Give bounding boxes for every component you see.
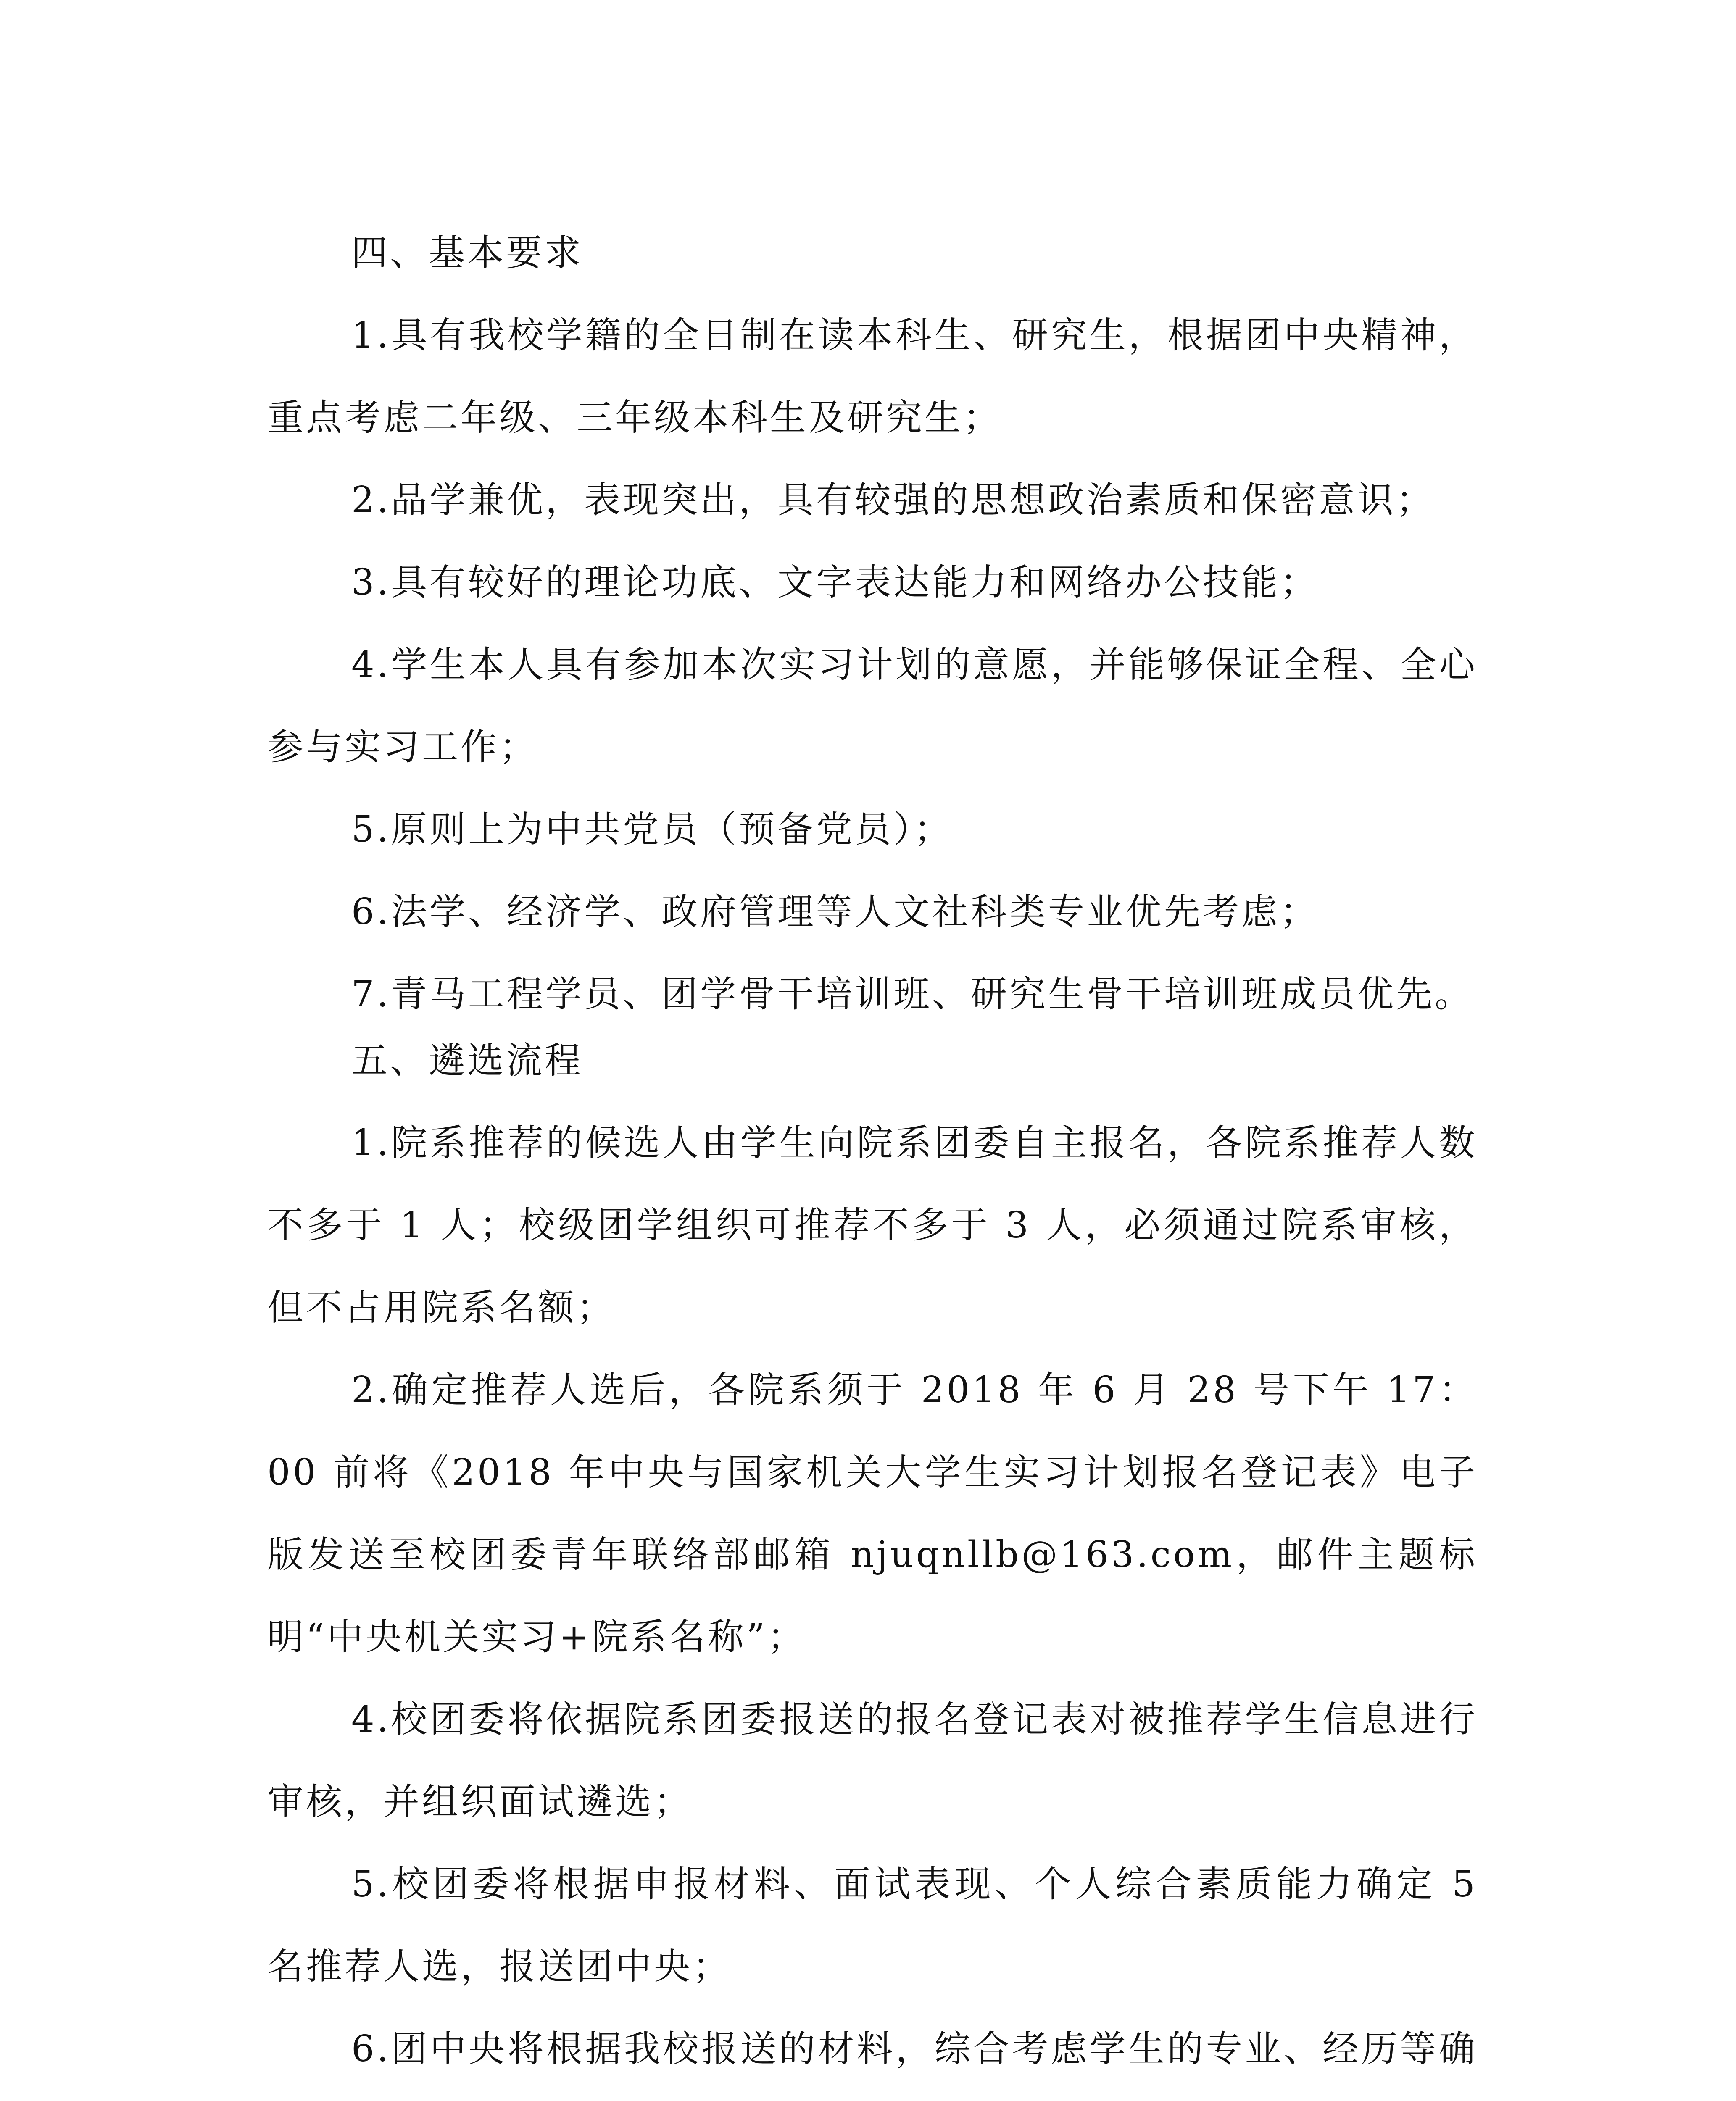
process-item: 6.团中央将根据我校报送的材料，综合考虑学生的专业、经历等确: [351, 2028, 1478, 2070]
requirement-item: 6.法学、经济学、政府管理等人文社科类专业优先考虑；: [351, 891, 1319, 933]
section-basic-requirements: [267, 212, 1478, 1035]
requirement-item: 4.学生本人具有参加本次实习计划的意愿，并能够保证全程、全心参与实习工作；: [267, 644, 1478, 768]
process-item: 2.确定推荐人选后，各院系须于 2018 年 6 月 28 号下午 17：00 前将《2018 年中央与国家机关大学生实习计划报名登记表》电子版发送至校团委青年联络部邮箱 njuqnllb@163.com，邮件主题标明“中央机关实习+院系名称”；: [267, 1369, 1478, 1658]
requirement-item: 1.具有我校学籍的全日制在读本科生、研究生，根据团中央精神，重点考虑二年级、三年级本科生及研究生；: [267, 314, 1478, 439]
requirement-item: 7.青马工程学员、团学骨干培训班、研究生骨干培训班成员优先。: [351, 973, 1474, 1015]
process-item: 4.校团委将依据院系团委报送的报名登记表对被推荐学生信息进行审核，并组织面试遴选；: [267, 1698, 1478, 1823]
process-item: 1.院系推荐的候选人由学生向院系团委自主报名，各院系推荐人数不多于 1 人；校级团学组织可推荐不多于 3 人，必须通过院系审核，但不占用院系名额；: [267, 1122, 1478, 1329]
section-heading: 五、遴选流程: [351, 1040, 583, 1082]
requirement-item: 3.具有较好的理论功底、文字表达能力和网络办公技能；: [351, 561, 1319, 603]
process-item: 5.校团委将根据申报材料、面试表现、个人综合素质能力确定 5 名推荐人选，报送团中央；: [267, 1863, 1478, 1988]
section-selection-process: [267, 1019, 1478, 2101]
section-heading: 四、基本要求: [351, 232, 583, 274]
requirement-item: 5.原则上为中共党员（预备党员）；: [351, 808, 953, 850]
requirement-item: 2.品学兼优，表现突出，具有较强的思想政治素质和保密意识；: [351, 479, 1435, 521]
